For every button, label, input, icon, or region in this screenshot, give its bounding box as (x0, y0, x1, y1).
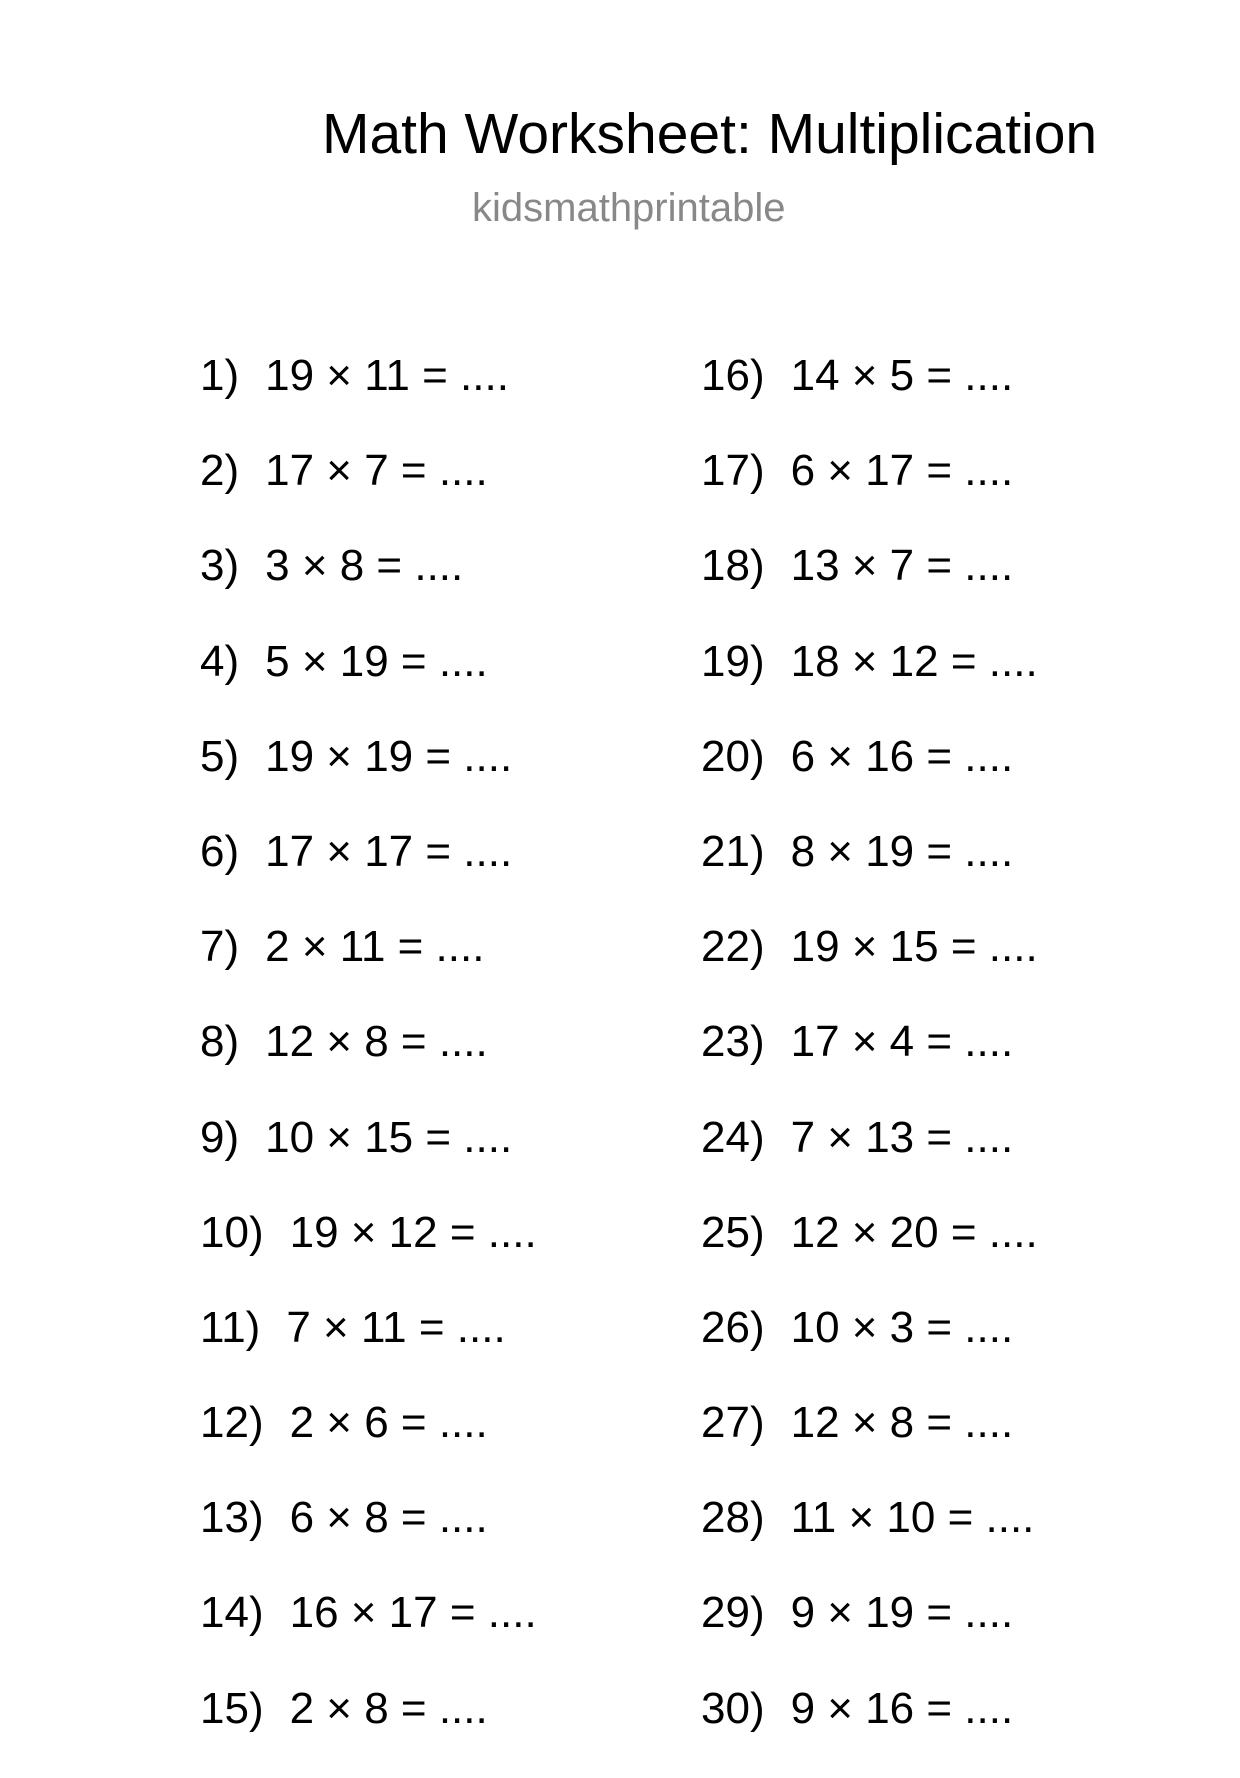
problem-number: 5) (200, 731, 240, 781)
problem-number: 13) (200, 1493, 264, 1543)
problem-item (200, 921, 537, 1016)
problem-item (701, 1016, 1038, 1111)
problem-number: 26) (701, 1302, 765, 1352)
problem-item (200, 1207, 537, 1302)
problem-item (701, 1207, 1038, 1302)
problem-number: 17) (701, 446, 765, 496)
problem-number: 16) (701, 351, 765, 400)
problem-expression: 13 × 7 = .... (790, 541, 1014, 591)
problem-number: 27) (701, 1398, 765, 1448)
problem-item (200, 1587, 537, 1682)
problem-expression: 6 × 17 = .... (790, 446, 1014, 496)
problem-expression: 17 × 17 = .... (265, 826, 513, 876)
problem-number: 30) (701, 1683, 765, 1733)
problem-item (701, 826, 1038, 921)
problem-expression: 16 × 17 = .... (289, 1588, 537, 1638)
problem-expression: 19 × 19 = .... (265, 731, 513, 781)
problem-item (200, 350, 537, 445)
problem-number: 11) (200, 1302, 261, 1352)
problem-item (200, 636, 537, 731)
problem-item (200, 1302, 537, 1397)
problem-expression: 9 × 16 = .... (790, 1683, 1014, 1733)
problem-item (701, 1492, 1038, 1587)
problem-number: 21) (701, 826, 765, 876)
problem-item (200, 1016, 537, 1111)
problem-number: 19) (701, 636, 765, 686)
problem-item (701, 1302, 1038, 1397)
problem-expression: 17 × 4 = .... (790, 1017, 1014, 1067)
problem-expression: 12 × 8 = .... (265, 1017, 488, 1067)
problem-expression: 2 × 8 = .... (289, 1683, 488, 1733)
problem-item (701, 1683, 1038, 1778)
problem-expression: 7 × 13 = .... (790, 1112, 1014, 1162)
problem-number: 29) (701, 1588, 765, 1638)
problem-column-right (701, 350, 1038, 1778)
problem-item (701, 1397, 1038, 1492)
problem-expression: 2 × 11 = .... (265, 922, 485, 972)
problem-number: 3) (200, 541, 240, 591)
problem-item (200, 445, 537, 540)
problem-expression: 5 × 19 = .... (265, 636, 488, 686)
problem-item (200, 1112, 537, 1207)
problem-expression: 9 × 19 = .... (790, 1588, 1014, 1638)
problem-expression: 19 × 11 = .... (265, 351, 509, 400)
problem-item (200, 731, 537, 826)
problem-item (701, 636, 1038, 731)
problem-expression: 6 × 16 = .... (790, 731, 1014, 781)
page-title: Math Worksheet: Multiplication (322, 102, 1098, 166)
problem-expression: 12 × 8 = .... (790, 1398, 1014, 1448)
problem-number: 15) (200, 1683, 264, 1733)
problem-number: 14) (200, 1588, 264, 1638)
problem-item (701, 731, 1038, 826)
problem-item (200, 540, 537, 635)
problem-expression: 11 × 10 = .... (790, 1493, 1035, 1543)
problem-number: 25) (701, 1207, 765, 1257)
problem-expression: 18 × 12 = .... (790, 636, 1038, 686)
problem-number: 1) (200, 351, 240, 400)
problem-expression: 6 × 8 = .... (289, 1493, 488, 1543)
problem-expression: 19 × 15 = .... (790, 922, 1038, 972)
problem-number: 22) (701, 922, 765, 972)
problem-item (200, 1397, 537, 1492)
problem-number: 23) (701, 1017, 765, 1067)
problem-expression: 10 × 15 = .... (265, 1112, 513, 1162)
problem-number: 4) (200, 636, 240, 686)
source-label: kidsmathprintable (472, 186, 786, 230)
problem-number: 20) (701, 731, 765, 781)
problem-number: 28) (701, 1493, 765, 1543)
problem-number: 12) (200, 1398, 264, 1448)
problem-expression: 10 × 3 = .... (790, 1302, 1014, 1352)
problem-column-left (200, 350, 537, 1778)
problem-item (200, 1683, 537, 1778)
problem-item (200, 826, 537, 921)
problem-item (701, 1112, 1038, 1207)
problem-expression: 7 × 11 = .... (286, 1302, 506, 1352)
problem-expression: 8 × 19 = .... (790, 826, 1014, 876)
problem-item (701, 540, 1038, 635)
problem-expression: 19 × 12 = .... (289, 1207, 537, 1257)
problem-item (701, 445, 1038, 540)
problem-number: 24) (701, 1112, 765, 1162)
problem-expression: 12 × 20 = .... (790, 1207, 1038, 1257)
problem-item (701, 350, 1038, 445)
problem-number: 6) (200, 826, 240, 876)
problem-expression: 2 × 6 = .... (289, 1398, 488, 1448)
problem-number: 18) (701, 541, 765, 591)
problem-item (200, 1492, 537, 1587)
problem-number: 8) (200, 1017, 240, 1067)
problem-number: 9) (200, 1112, 240, 1162)
problem-item (701, 1587, 1038, 1682)
problem-expression: 17 × 7 = .... (265, 446, 488, 496)
problem-expression: 3 × 8 = .... (265, 541, 464, 591)
problem-number: 2) (200, 446, 240, 496)
problem-number: 7) (200, 922, 240, 972)
problem-number: 10) (200, 1207, 264, 1257)
problem-expression: 14 × 5 = .... (790, 351, 1014, 400)
problem-item (701, 921, 1038, 1016)
